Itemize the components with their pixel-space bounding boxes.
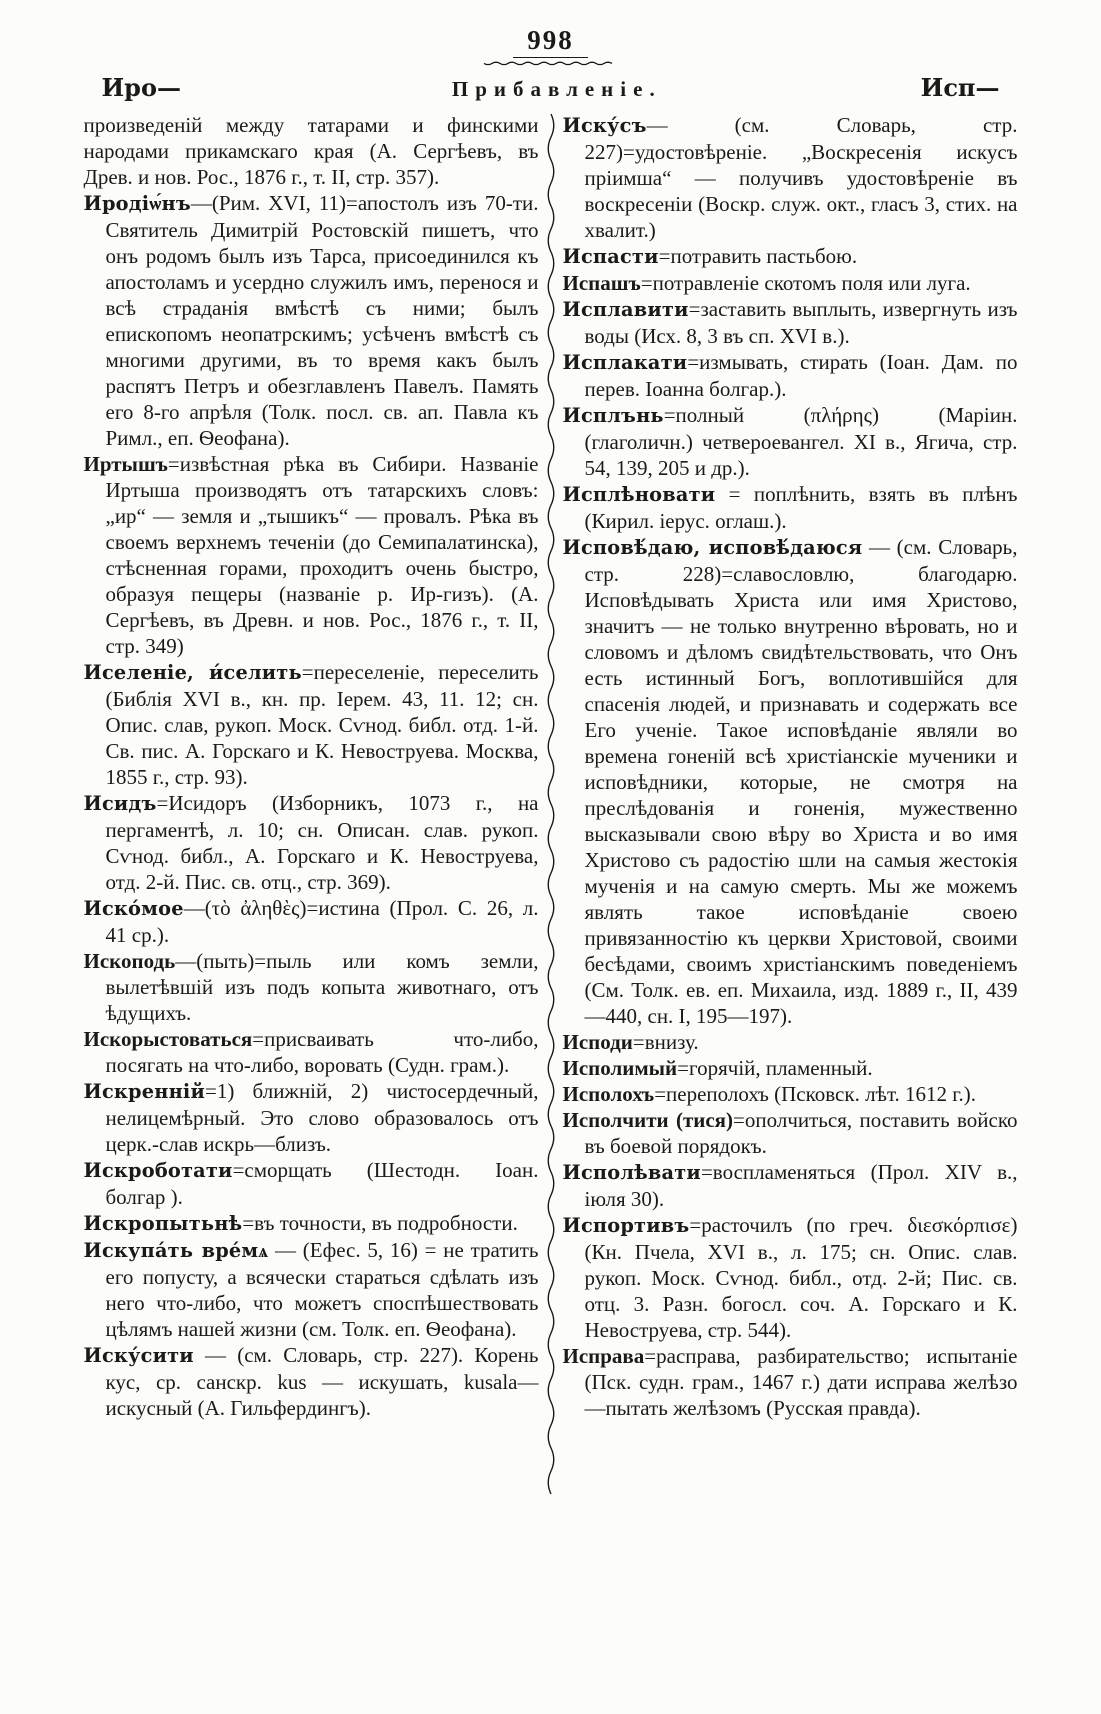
dictionary-entry [563,349,1018,402]
entry-body: — (см. Словарь, стр. 228)=славословлю, благодарю. Исповѣдывать Христа или имя Христово, значитъ — не только внутренно вѣровать, но и словомъ и дѣломъ свидѣтельствовать, что Онъ есть истинный Богъ, воплотившійся для спасенія людей, и признавать и содержать все Его ученіе. Такое исповѣданіе являли во времена гоненій всѣ христіанскіе мученики и исповѣдники, которые, не смотря на преслѣдованія и гоненія, мужественно высказывали свою вѣру во Христа и во имя Христово съ радостію шли на самыя жестокія мученія и на самую смерть. Мы же можемъ являть такое исповѣданіе своею привязанностію къ церкви Христовой, своими бесѣдами, своимъ христіанскимъ поведеніемъ (См. Толк. ев. еп. Михаила, изд. 1889 г., II, 439—440, сн. I, 195—197). [584,534,1018,1028]
entry-body: —(пыть)=пыль или комъ земли, вылетѣвшій изъ подъ копыта животнаго, отъ ѣдущихъ. [105,948,539,1025]
dictionary-entry [563,481,1018,534]
entry-body: — (см. Словарь, стр. 227)=удостовѣреніе. „Воскресенія искусъ пріимша“ — получивъ удостовѣреніе въ воскресеніи (Воскр. служ. окт., гласъ 3, стих. на хвалит.) [584,112,1018,242]
entry-headword: Исплакати [562,350,688,374]
page-number-block [482,26,620,69]
entry-body: =переполохъ (Псковск. лѣт. 1612 г.). [654,1081,977,1106]
running-head-left: Иро— [101,72,181,102]
squiggle-underline [482,59,620,69]
entry-body: =присваивать что-либо, посягать на что-либо, воровать (Судн. грам.). [105,1026,539,1077]
page-header [0,0,1101,102]
entry-headword: Исплънь [562,403,664,427]
entry-headword: Искренній [83,1079,205,1103]
page-number: 998 [513,26,588,58]
dictionary-entry [563,243,1018,270]
entry-body: =внизу. [632,1029,699,1054]
entry-headword: Исполохъ [562,1081,655,1106]
entry-body: =потравить пастьбою. [658,243,858,268]
dictionary-entry [84,451,539,659]
column-divider [539,112,563,1507]
dictionary-entry [563,270,1018,296]
entry-headword: Искорыстоваться [83,1026,253,1051]
entry-headword: Исполчити (тися) [562,1107,734,1132]
dictionary-entry [84,1237,539,1342]
continuation-paragraph: произведеній между татарами и финскими народами прикамскаго края (А. Сергѣевъ, въ Древ. и нов. Рос., 1876 г., т. II, стр. 357). [83,112,539,189]
dictionary-entry [84,1078,539,1157]
entry-body: =горячій, пламенный. [677,1055,873,1080]
entry-headword: Исподи [562,1029,633,1054]
entry-headword: Испашъ [562,270,641,295]
dictionary-entry [84,1342,539,1421]
entry-body: =измывать, стирать (Іоан. Дам. по перев. Іоанна болгар.). [584,349,1018,401]
running-head-right: Исп— [920,72,1000,102]
entry-body: =Исидоръ (Изборникъ, 1073 г., на пергаментѣ, л. 10; сн. Описан. слав. рукоп. Сѵнод. библ., А. Горскаго и К. Невоструева, отд. 2-й. Пис. св. отц., стр. 369). [105,790,539,894]
entry-body: — (см. Словарь, стр. 227). Корень кус, ср. санскр. kus — искушать, kusala—искусный (А. Гильфердингъ). [105,1342,539,1420]
entry-headword: Искроботати [83,1158,233,1182]
entry-headword: Исповѣ́даю, исповѣ́даюся [562,535,863,559]
dictionary-entry [84,1026,539,1078]
dictionary-entry [563,1343,1018,1421]
column-right [563,112,1018,1421]
wavy-rule [543,112,559,1507]
entry-body: =расправа, разбирательство; испытаніе (Пск. судн. грам., 1467 г.) дати исправа желѣзо—пытать желѣзомъ (Русская правда). [584,1343,1018,1420]
dictionary-entry [563,296,1018,349]
dictionary-entry [563,112,1018,243]
text-columns [84,112,1018,1507]
entry-headword: Искупа́ть вре́мѧ [83,1238,269,1262]
dictionary-entry [84,1157,539,1210]
dictionary-entry [563,1055,1018,1081]
entry-body: —(Рим. XVI, 11)=апостолъ изъ 70-ти. Святитель Димитрій Ростовскій пишетъ, что онъ родомъ былъ изъ Тарса, присоединился къ апостоламъ и усердно служилъ имъ, перенося и всѣ страданія вмѣстѣ съ ними; былъ епископомъ неопатрскимъ; усѣченъ вмѣстѣ съ многими другими, въ то время какъ былъ распятъ Петръ и обезглавленъ Павелъ. Память его 8-го апрѣля (Толк. посл. св. ап. Павла къ Римл., еп. Ѳеофана). [105,190,539,450]
running-head-row [84,73,1018,102]
entry-headword: Иртышъ [83,451,168,476]
entry-body: =воспламеняться (Прол. XIV в., іюля 30). [584,1159,1018,1211]
entry-body: — (Ефес. 5, 16) = не тратить его попусту, а всячески стараться сдѣлать изъ него что-либо, что можетъ споспѣшествовать цѣлямъ нашей жизни (см. Толк. еп. Ѳеофана). [105,1237,539,1341]
entry-body: =1) ближній, 2) чистосердечный, нелицемѣрный. Это слово образовалось отъ церк.-слав искрь—близъ. [105,1078,539,1156]
entry-headword: Исполѣвати [562,1160,701,1184]
dictionary-entry [84,659,539,790]
dictionary-entry [84,790,539,895]
entry-headword: Исидъ [83,791,157,815]
entry-body: =переселеніе, переселить (Библія XVI в., кн. пр. Іерем. 43, 11. 12; сн. Опис. слав, рукоп. Моск. Сѵнод. библ. отд. 1-й. Св. пис. А. Горскаго и К. Невоструева. Москва, 1855 г., стр. 93). [105,659,539,789]
entry-body: =ополчиться, поставить войско въ боевой порядокъ. [584,1107,1018,1158]
dictionary-entry [563,1107,1018,1159]
entry-headword: Исправа [562,1343,645,1368]
dictionary-entry [84,190,539,451]
running-title: Прибавленіе. [451,76,662,101]
entry-headword: Испортивъ [562,1213,690,1237]
entry-body: =потравленіе скотомъ поля или луга. [640,270,971,295]
entry-headword: Ископодь [83,948,176,973]
entry-headword: Иродіѡ́нъ [83,191,191,215]
entry-body: =расточилъ (по греч. διεσκόρπισε) (Кн. Пчела, XVI в., л. 175; сн. Опис. слав. рукоп. Моск. Сѵнод. библ., отд. 2-й; Пис. св. отц. 3. Разн. богосл. соч. А. Горскаго и К. Невоструева, стр. 544). [584,1212,1018,1342]
dictionary-entry [563,1029,1018,1055]
entry-headword: Иску́съ [562,113,647,137]
column-left [84,112,539,1421]
entry-headword: Иско́мое [83,896,184,920]
dictionary-entry [84,1210,539,1237]
entry-body: =въ точности, въ подробности. [242,1210,518,1235]
entry-headword: Исплѣновати [562,482,716,506]
entry-headword: Иселеніе, и́селить [83,660,302,684]
dictionary-entry [563,1212,1018,1343]
entry-headword: Испасти [562,244,659,268]
entry-headword: Исплавити [562,297,689,321]
entry-headword: Искропытьнѣ [83,1211,243,1235]
entry-body: —(τὸ ἀληθὲς)=истина (Прол. С. 26, л. 41 ср.). [105,895,539,947]
entry-body: = поплѣнить, взять въ плѣнъ (Кирил. іерус. оглаш.). [584,481,1018,533]
entry-body: =извѣстная рѣка въ Сибири. Названіе Иртыша производятъ отъ татарскихъ словъ: „ир“ — земля и „тышикъ“ — провалъ. Рѣка въ своемъ верхнемъ теченіи (до Семипалатинска), стѣсненная горами, проходитъ очень быстро, образуя пещеры (названіе р. Ир-гизъ). (А. Сергѣевъ, въ Древн. и нов. Рос., 1876 г., т. II, стр. 349) [105,451,539,658]
dictionary-entry [84,895,539,948]
entry-headword: Иску́сити [83,1343,194,1367]
entry-body: =сморщать (Шестодн. Іоан. болгар ). [105,1157,539,1209]
dictionary-entry [84,948,539,1026]
entry-body: =заставить выплыть, извергнуть изъ воды (Исх. 8, 3 въ сп. XVI в.). [584,296,1018,348]
entry-body: =полный (πλήρης) (Маріин. (глаголичн.) четвероевангел. XI в., Ягича, стр. 54, 139, 205 и др.). [584,402,1018,480]
dictionary-entry [563,402,1018,481]
dictionary-entry [563,534,1018,1029]
entry-headword: Исполимый [562,1055,678,1080]
dictionary-entry [563,1081,1018,1107]
dictionary-entry [563,1159,1018,1212]
